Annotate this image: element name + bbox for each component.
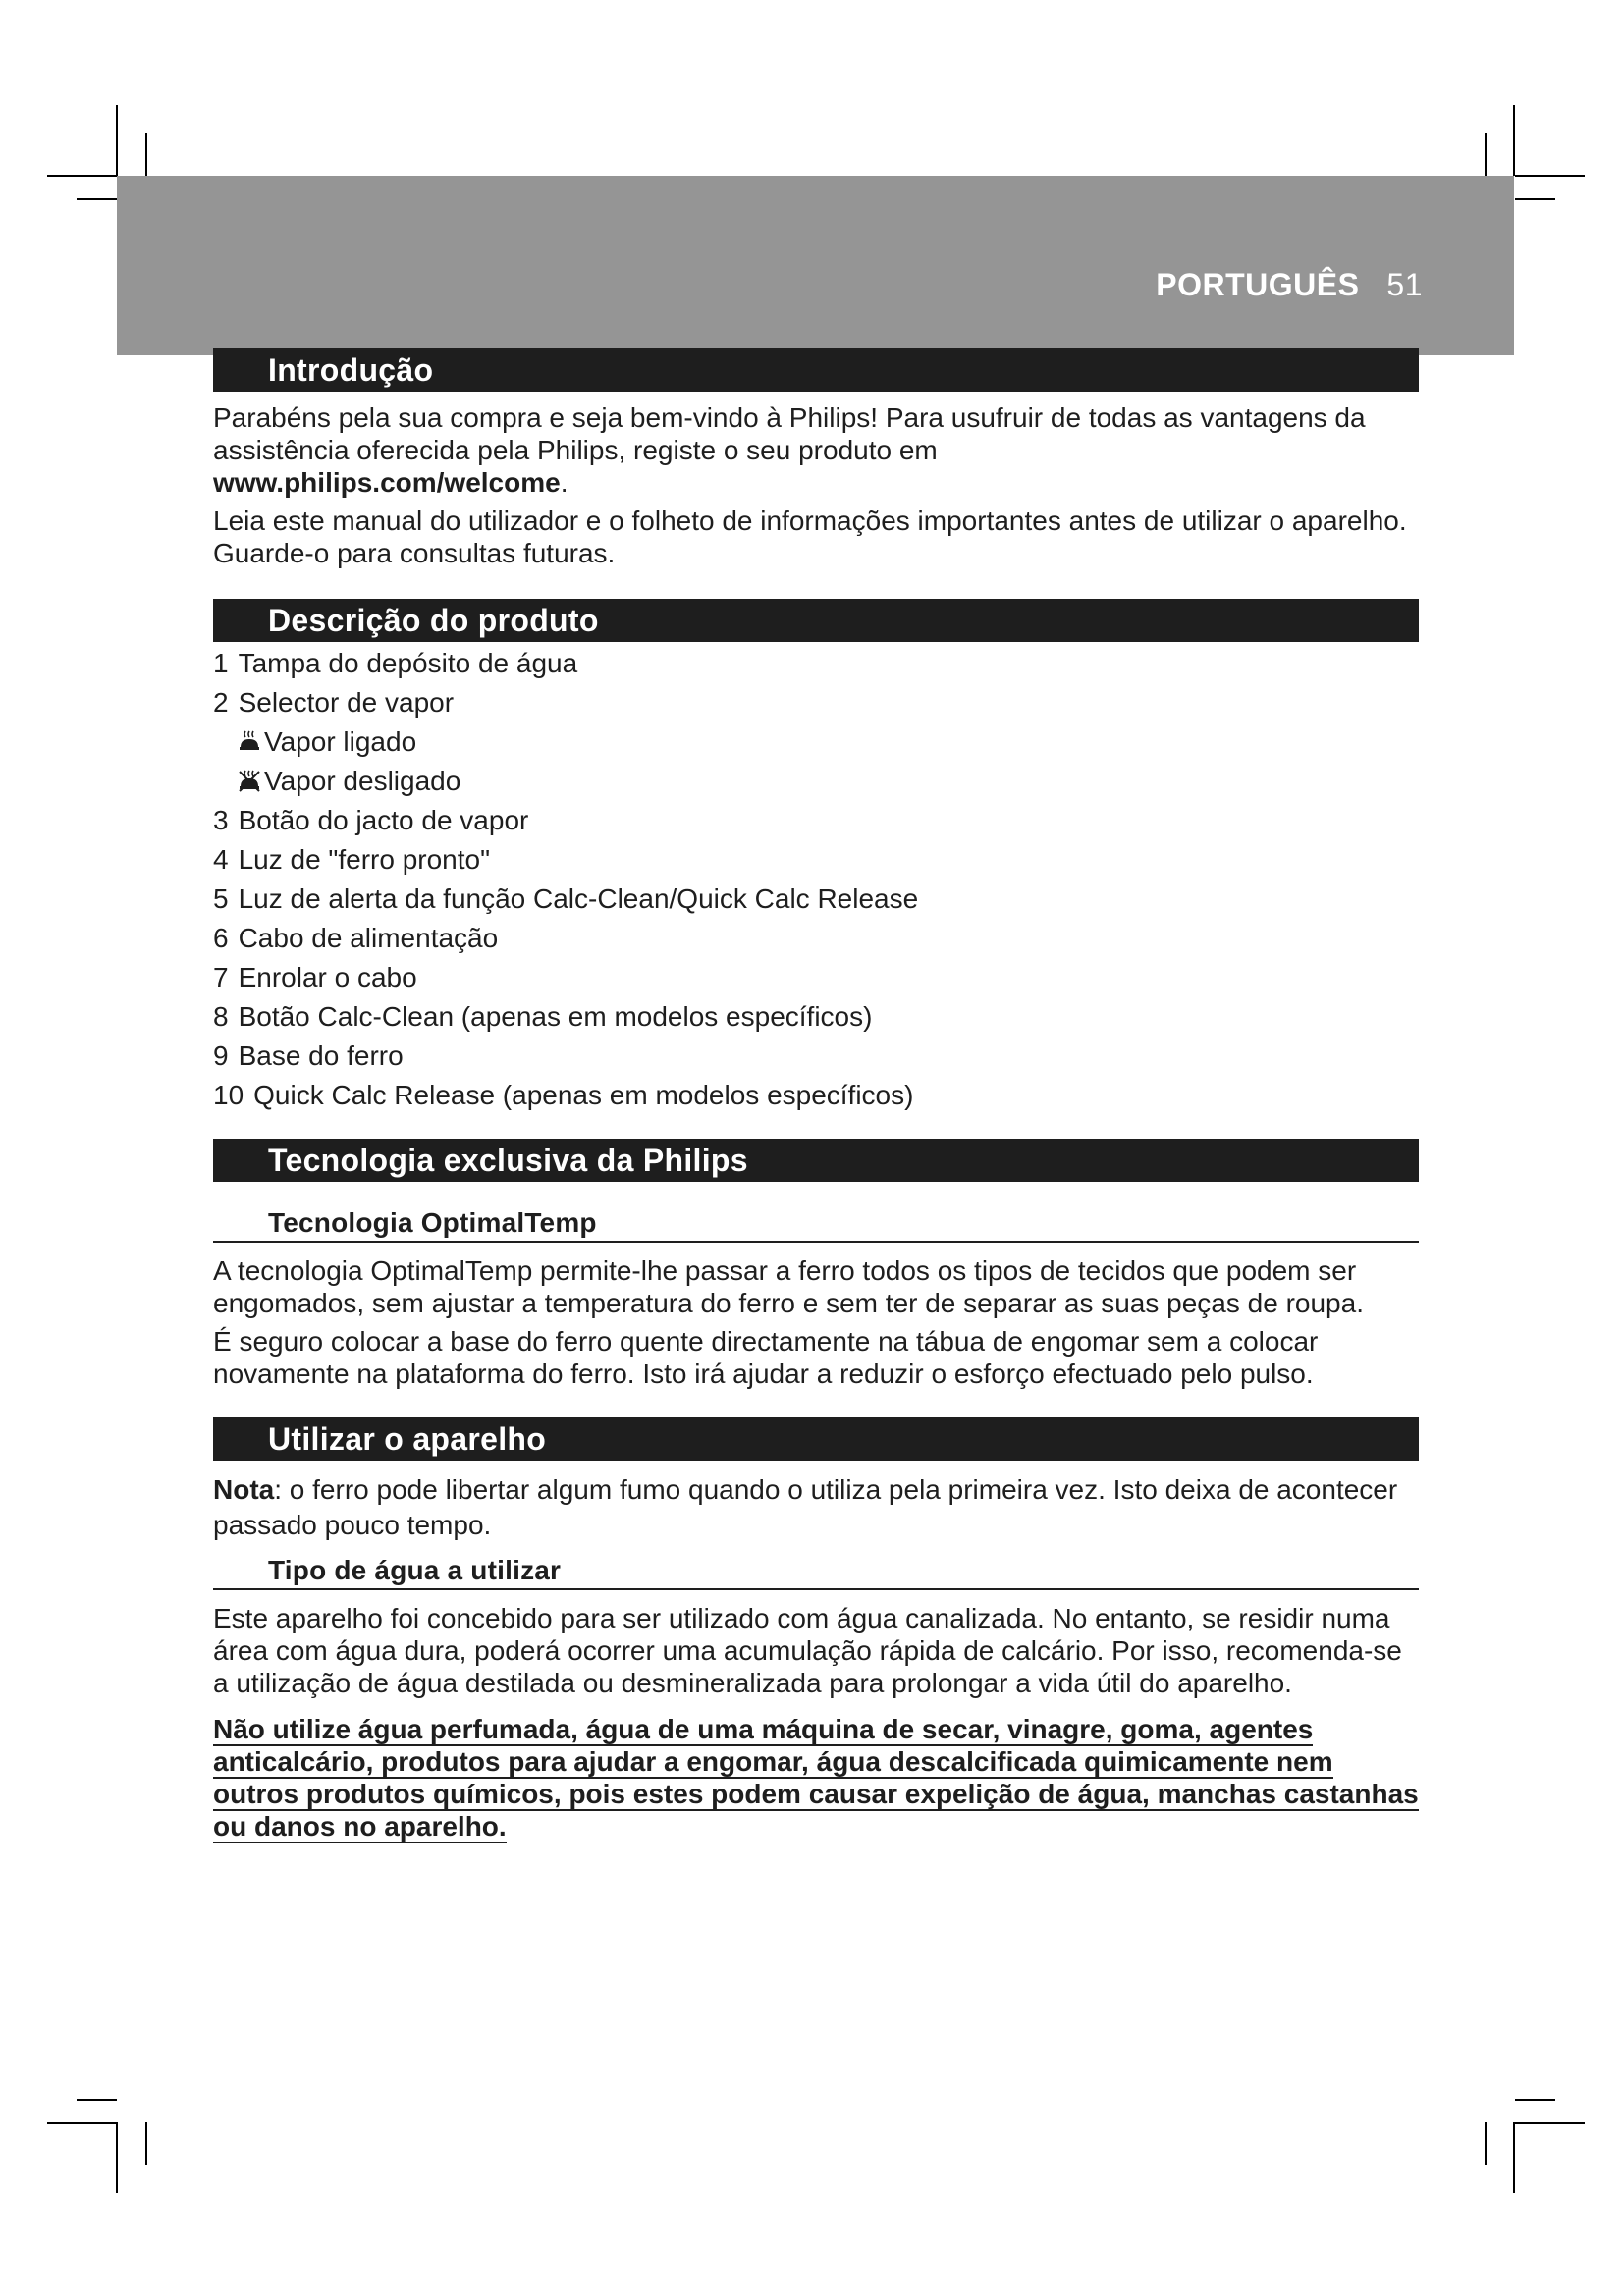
list-item: 2 Selector de vapor: [213, 687, 455, 718]
tech-paragraph-2: É seguro colocar a base do ferro quente directamente na tábua de engomar sem a colocar novamente na plataforma do ferro. Isto irá ajudar a reduzir o esforço efectuado pelo pulso.: [213, 1326, 1319, 1389]
usage-note: Nota: o ferro pode libertar algum fumo quando o utiliza pela primeira vez. Isto deixa de acontecer passado pouco tempo.: [213, 1474, 1398, 1540]
list-item: 5 Luz de alerta da função Calc-Clean/Quick Calc Release: [213, 883, 919, 914]
list-item: 8 Botão Calc-Clean (apenas em modelos específicos): [213, 1001, 873, 1032]
intro-paragraph-1: Parabéns pela sua compra e seja bem-vindo à Philips! Para usufruir de todas as vantagens da assistência oferecida pela Philips, registe o seu produto em www.philips.com/welcome.: [213, 402, 1366, 498]
note-label: Nota: [213, 1474, 275, 1505]
water-paragraph: Este aparelho foi concebido para ser utilizado com água canalizada. No entanto, se residir numa área com água dura, poderá ocorrer uma acumulação rápida de calcário. Por isso, recomenda-se a utilização de água destilada ou desmineralizada para prolongar a vida útil do aparelho.: [213, 1603, 1402, 1698]
steam-off-icon: [237, 769, 262, 794]
list-item: 9 Base do ferro: [213, 1041, 404, 1071]
page-number: 51: [1386, 267, 1423, 302]
list-item: 10 Quick Calc Release (apenas em modelos específicos): [213, 1080, 914, 1110]
list-item: 6 Cabo de alimentação: [213, 923, 499, 953]
list-item: Vapor desligado: [213, 762, 1419, 801]
page-content: [213, 348, 1419, 1842]
product-parts-list: [213, 644, 1419, 1115]
section-product-title: Descrição do produto: [213, 599, 1419, 642]
tech-paragraph-1: A tecnologia OptimalTemp permite-lhe passar a ferro todos os tipos de tecidos que podem ser engomados, sem ajustar a temperatura do ferro e sem ter de separar as suas peças de roupa.: [213, 1255, 1364, 1318]
water-type-subtitle: Tipo de água a utilizar: [213, 1555, 1419, 1590]
list-item: 4 Luz de "ferro pronto": [213, 844, 491, 875]
list-item: Vapor ligado: [213, 722, 1419, 762]
list-item: 7 Enrolar o cabo: [213, 962, 417, 992]
water-warning: Não utilize água perfumada, água de uma máquina de secar, vinagre, goma, agentes anticalcário, produtos para ajudar a engomar, água descalcificada quimicamente nem outros produtos químicos, pois estes podem causar expelição de água, manchas castanhas ou danos no aparelho.: [213, 1714, 1419, 1842]
language-label: PORTUGUÊS: [1156, 267, 1360, 302]
header-band: [117, 176, 1514, 355]
page-header: [1156, 267, 1423, 303]
section-intro-title: Introdução: [213, 348, 1419, 392]
list-item: 1 Tampa do depósito de água: [213, 648, 578, 678]
section-usage-title: Utilizar o aparelho: [213, 1417, 1419, 1461]
tech-subtitle: Tecnologia OptimalTemp: [213, 1207, 1419, 1243]
list-item: 3 Botão do jacto de vapor: [213, 805, 529, 835]
steam-on-icon: [237, 729, 262, 755]
intro-paragraph-2: Leia este manual do utilizador e o folheto de informações importantes antes de utilizar o aparelho. Guarde-o para consultas futuras.: [213, 506, 1407, 568]
welcome-link[interactable]: www.philips.com/welcome: [213, 467, 561, 498]
section-tech-title: Tecnologia exclusiva da Philips: [213, 1139, 1419, 1182]
